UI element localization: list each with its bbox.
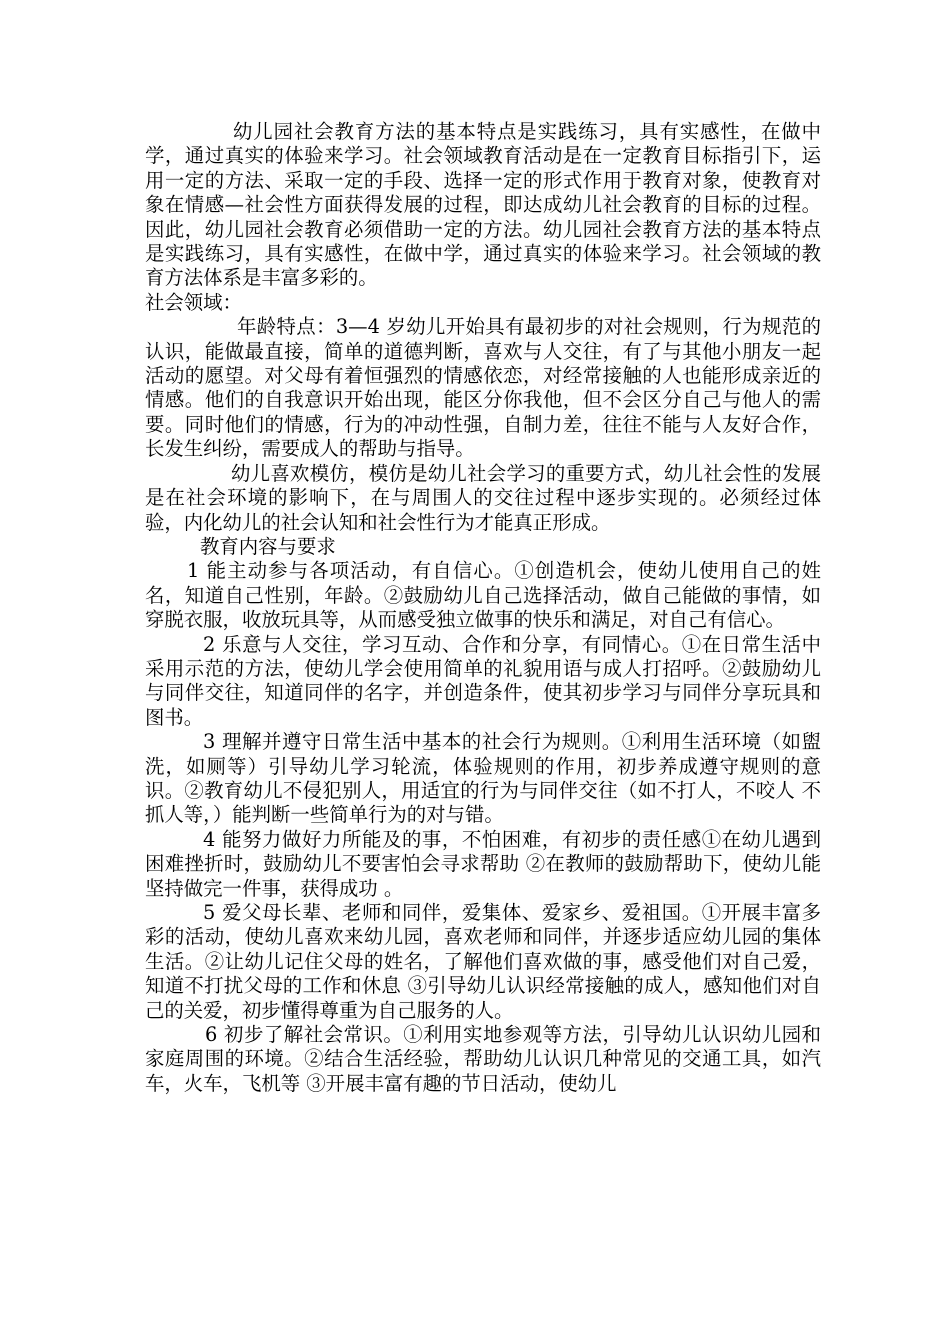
list-item-6: 6 初步了解社会常识。①利用实地参观等方法，引导幼儿认识幼儿园和家庭周围的环境。②结合生活经验，帮助幼儿认识几种常见的交通工具，如汽车，火车，飞机等 ③开展丰富有趣的节日活动，使幼儿 — [145, 1023, 821, 1095]
list-item-3: 3 理解并遵守日常生活中基本的社会行为规则。①利用生活环境（如盥洗，如厕等）引导幼儿学习轮流，体验规则的作用，初步养成遵守规则的意识。②教育幼儿不侵犯别人，用适宜的行为与同伴交往（如不打人，不咬人 不抓人等，）能判断一些简单行为的对与错。 — [145, 730, 821, 827]
paragraph-age-characteristics: 年龄特点：3—4 岁幼儿开始具有最初步的对社会规则，行为规范的认识，能做最直接，简单的道德判断，喜欢与人交往，有了与其他小朋友一起活动的愿望。对父母有着恒强烈的情感依恋，对经常接触的人也能形成亲近的情感。他们的自我意识开始出现，能区分你我他，但不会区分自己与他人的需要。同时他们的情感，行为的冲动性强，自制力差，往往不能与人友好合作，长发生纠纷，需要成人的帮助与指导。 — [145, 315, 821, 461]
list-item-5: 5 爱父母长辈、老师和同伴，爱集体、爱家乡、爱祖国。①开展丰富多彩的活动，使幼儿喜欢来幼儿园，喜欢老师和同伴，并逐步适应幼儿园的集体生活。②让幼儿记住父母的姓名，了解他们喜欢做的事，感受他们对自己爱，知道不打扰父母的工作和休息 ③引导幼儿认识经常接触的成人，感知他们对自己的关爱，初步懂得尊重为自己服务的人。 — [145, 901, 821, 1022]
list-item-1: 1 能主动参与各项活动，有自信心。①创造机会，使幼儿使用自己的姓名，知道自己性别，年龄。②鼓励幼儿自己选择活动，做自己能做的事情，如穿脱衣服，收放玩具等，从而感受独立做事的快乐和满足，对自己有信心。 — [145, 559, 821, 632]
list-item-4: 4 能努力做好力所能及的事，不怕困难，有初步的责任感①在幼儿遇到困难挫折时，鼓励幼儿不要害怕会寻求帮助 ②在教师的鼓励帮助下，使幼儿能坚持做完一件事，获得成功 。 — [145, 827, 821, 900]
section-heading-content-requirements: 教育内容与要求 — [200, 534, 336, 558]
document-body — [145, 120, 821, 1096]
section-heading-social-domain: 社会领域： — [145, 290, 242, 314]
paragraph-intro: 幼儿园社会教育方法的基本特点是实践练习，具有实感性，在做中学，通过真实的体验来学习。社会领域教育活动是在一定教育目标指引下，运用一定的方法、采取一定的手段、选择一定的形式作用于教育对象，使教育对象在情感—社会性方面获得发展的过程，即达成幼儿社会教育的目标的过程。因此，幼儿园社会教育必须借助一定的方法。幼儿园社会教育方法的基本特点是实践练习，具有实感性，在做中学，通过真实的体验来学习。社会领域的教育方法体系是丰富多彩的。 — [145, 120, 821, 290]
paragraph-imitation: 幼儿喜欢模仿，模仿是幼儿社会学习的重要方式，幼儿社会性的发展是在社会环境的影响下，在与周围人的交往过程中逐步实现的。必须经过体验，内化幼儿的社会认知和社会性行为才能真正形成。 — [145, 461, 821, 534]
list-item-2: 2 乐意与人交往，学习互动、合作和分享，有同情心。①在日常生活中采用示范的方法，使幼儿学会使用简单的礼貌用语与成人打招呼。②鼓励幼儿与同伴交往，知道同伴的名字，并创造条件，使其初步学习与同伴分享玩具和图书。 — [145, 632, 821, 729]
